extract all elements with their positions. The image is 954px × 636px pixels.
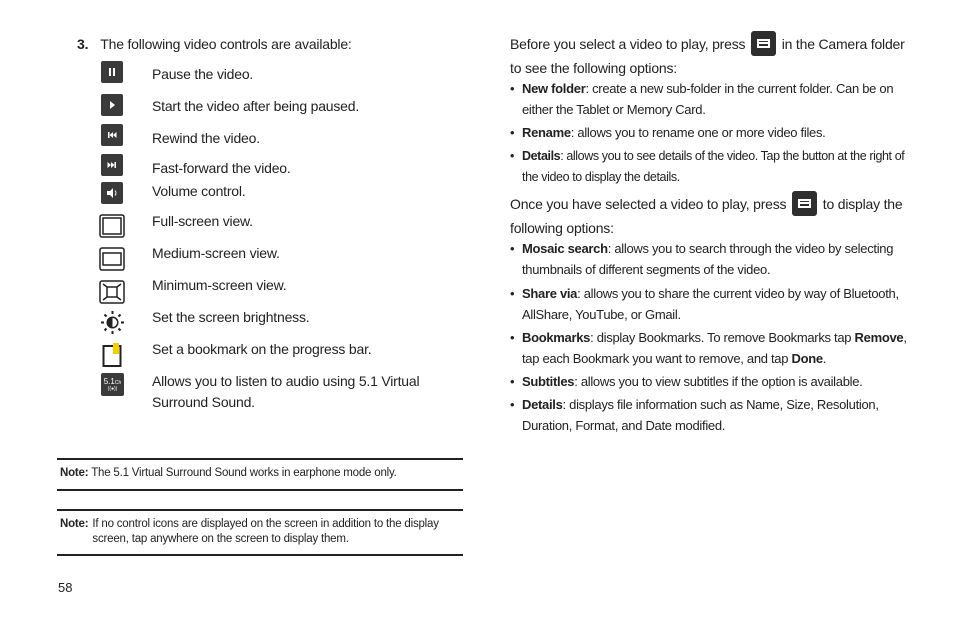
note-text: The 5.1 Virtual Surround Sound works in earphone mode only. <box>91 467 397 479</box>
term-description: : display Bookmarks. To remove Bookmarks tap <box>590 330 855 345</box>
minimum-screen-icon <box>99 280 125 304</box>
control-description: Rewind the video. <box>152 130 260 146</box>
control-description: Fast-forward the video. <box>152 160 291 176</box>
surround-badge-sub: Ch <box>114 379 122 386</box>
term-description: : displays file information such as Name, Size, Resolution, Duration, Format, and Date modified. <box>522 397 879 433</box>
intro-before-select <box>510 33 910 79</box>
list-item: • Bookmarks: display Bookmarks. To remove Bookmarks tap Remove, tap each Bookmark you want to remove, and tap Done. <box>510 330 907 366</box>
intro-text: Before you select a video to play, press <box>510 36 746 53</box>
volume-icon <box>101 182 123 204</box>
term: Share via <box>522 286 578 301</box>
term-description: : allows you to see details of the video. Tap the button at the right of the video to display the details. <box>522 149 905 184</box>
control-description: Volume control. <box>152 183 246 199</box>
term-description: : create a new sub-folder in the current folder. Can be on either the Tablet or Memory Card. <box>522 81 894 117</box>
intro-text: in the Camera folder to see the following options: <box>510 36 905 76</box>
control-description: Full-screen view. <box>152 213 253 229</box>
term: Details <box>522 149 561 163</box>
menu-icon <box>751 31 776 56</box>
page-number: 58 <box>58 580 73 595</box>
term: Details <box>522 397 563 412</box>
intro-after-select <box>510 193 910 239</box>
term-description: : allows you to share the current video by way of Bluetooth, AllShare, YouTube, or Gmail. <box>522 286 899 322</box>
step-number: 3. <box>77 36 89 52</box>
term-description: : allows you to rename one or more video files. <box>570 125 826 140</box>
intro-text: Once you have selected a video to play, press <box>510 196 787 213</box>
control-description: Set a bookmark on the progress bar. <box>152 341 372 357</box>
menu-icon <box>792 191 817 216</box>
term: Subtitles <box>522 374 575 389</box>
step-text: The following video controls are available: <box>100 36 352 52</box>
control-description: Medium-screen view. <box>152 245 280 261</box>
list-item: • Subtitles: allows you to view subtitles if the option is available. <box>510 374 863 389</box>
note-text: If no control icons are displayed on the screen in addition to the display screen, tap anywhere on the screen to display them. <box>92 518 439 545</box>
bookmark-icon <box>102 342 124 368</box>
rewind-icon <box>101 124 123 146</box>
note-no-controls <box>57 509 463 556</box>
pause-icon <box>101 61 123 83</box>
list-item: • Mosaic search: allows you to search through the video by selecting thumbnails of different segments of the video. <box>510 241 894 277</box>
full-screen-icon <box>99 214 125 238</box>
term: Mosaic search <box>522 241 608 256</box>
control-description: Set the screen brightness. <box>152 309 310 325</box>
surround-sound-icon: 5.1Ch ((●)) <box>101 373 124 396</box>
term-description: : allows you to search through the video by selecting thumbnails of different segments of the video. <box>522 241 894 277</box>
note-label: Note: <box>60 518 89 530</box>
list-item: • Details: allows you to see details of the video. Tap the button at the right of the video to display the details. <box>510 149 905 184</box>
term-description: . <box>822 351 827 366</box>
note-label: Note: <box>60 467 89 479</box>
step-3 <box>77 36 352 52</box>
control-description: Minimum-screen view. <box>152 277 287 293</box>
term-description: , tap each Bookmark you want to remove, and tap <box>522 330 907 366</box>
play-icon <box>101 94 123 116</box>
surround-badge: 5.1 <box>103 376 115 386</box>
control-description: Start the video after being paused. <box>152 98 360 114</box>
medium-screen-icon <box>99 247 125 271</box>
list-item: • Share via: allows you to share the current video by way of Bluetooth, AllShare, YouTube, or Gmail. <box>510 286 899 322</box>
term: Rename <box>522 125 571 140</box>
brightness-icon <box>100 310 125 335</box>
term: Done <box>791 351 823 366</box>
control-description: Pause the video. <box>152 66 254 82</box>
list-item: • Details: displays file information such as Name, Size, Resolution, Duration, Format, and Date modified. <box>510 397 879 433</box>
intro-text: to display the following options: <box>510 196 903 236</box>
control-description-line1: Allows you to listen to audio using 5.1 Virtual <box>152 373 420 389</box>
list-item: • Rename: allows you to rename one or more video files. <box>510 125 826 140</box>
fast-forward-icon <box>101 154 123 176</box>
list-item: • New folder: create a new sub-folder in the current folder. Can be on either the Tablet or Memory Card. <box>510 81 894 117</box>
note-surround <box>57 458 463 491</box>
term: Remove <box>854 330 904 345</box>
term-description: : allows you to view subtitles if the option is available. <box>574 374 863 389</box>
term: New folder <box>522 81 586 96</box>
term: Bookmarks <box>522 330 591 345</box>
control-description-line2: Surround Sound. <box>152 394 255 410</box>
